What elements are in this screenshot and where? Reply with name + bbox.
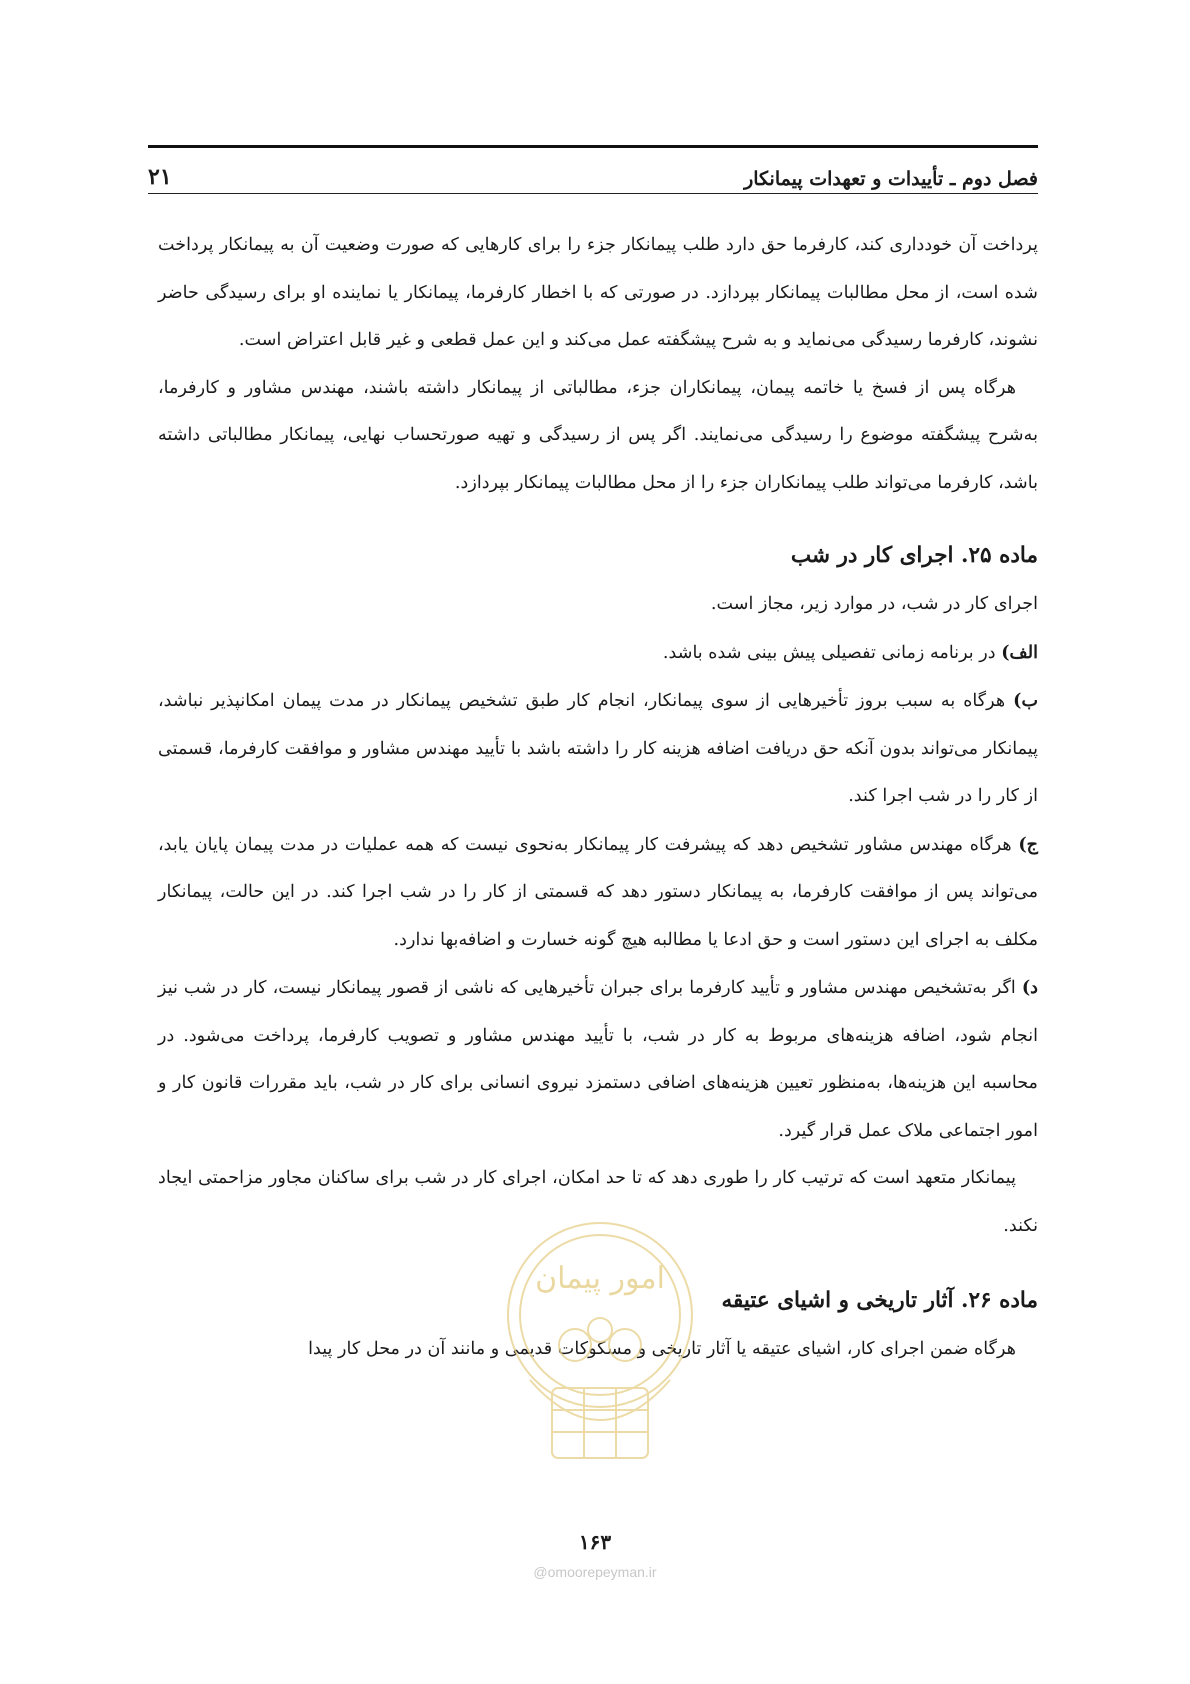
body-text: [158, 222, 1038, 1374]
paragraph: هرگاه پس از فسخ یا خاتمه پیمان، پیمانکاران جزء، مطالباتی از پیمانکار داشته باشند، مهندس مشاور و کارفرما، به‌شرح پیشگفته موضوع را رسیدگی می‌نمایند. اگر پس از رسیدگی و تهیه صورتحساب نهایی، پیمانکار مطالباتی داشته باشد، کارفرما می‌تواند طلب پیمانکاران جزء را از محل مطالبات پیمانکار بپردازد.: [158, 377, 1038, 493]
article-26-heading: ماده ۲۶. آثار تاریخی و اشیای عتیقه: [721, 1288, 1038, 1313]
header-rule-thin: [148, 193, 1038, 194]
running-header: [148, 150, 1038, 190]
list-item: [158, 629, 1038, 678]
article-25-heading: ماده ۲۵. اجرای کار در شب: [790, 543, 1038, 568]
list-item-text: هرگاه مهندس مشاور تشخیص دهد که پیشرفت کار پیمانکار به‌نحوی نیست که همه عملیات در مدت پیمان پایان یابد، می‌تواند پس از موافقت کارفرما، به پیمانکار دستور دهد که قسمتی از کار را در شب اجرا کند. در این حالت، پیمانکار مکلف به اجرای این دستور است و حق ادعا یا مطالبه هیچ گونه خسارت و اضافه‌بها ندارد.: [158, 834, 1038, 950]
list-item-label: د): [1021, 977, 1038, 998]
list-item-label: ج): [1018, 833, 1039, 855]
website-watermark: @omoorepeyman.ir: [533, 1564, 657, 1580]
header-rule-thick: [148, 145, 1038, 148]
article-25-closing: پیمانکار متعهد است که ترتیب کار را طوری دهد که تا حد امکان، اجرای کار در شب برای ساکنان مجاور مزاحمتی ایجاد نکند.: [158, 1168, 1038, 1236]
list-item-text: در برنامه زمانی تفصیلی پیش بینی شده باشد.: [662, 642, 996, 663]
article-25-intro: اجرای کار در شب، در موارد زیر، مجاز است.: [710, 594, 1038, 614]
list-item: [158, 821, 1038, 965]
list-item-text: اگر به‌تشخیص مهندس مشاور و تأیید کارفرما برای جبران تأخیرهایی که ناشی از قصور پیمانکار نیست، کار در شب نیز انجام شود، اضافه هزینه‌های مربوط به کار در شب، با تأیید مهندس مشاور و تصویب کارفرما، پرداخت می‌شود. در محاسبه این هزینه‌ها، به‌منظور تعیین هزینه‌های اضافی دستمزد نیروی انسانی برای کار در شب، باید مقررات قانون کار و امور اجتماعی ملاک عمل قرار گیرد.: [158, 978, 1038, 1141]
list-item-text: هرگاه به سبب بروز تأخیرهایی از سوی پیمانکار، انجام کار طبق تشخیص پیمانکار در مدت پیمان امکانپذیر نباشد، پیمانکار می‌تواند بدون آنکه حق دریافت اضافه هزینه کار را داشته باشد با تأیید مهندس مشاور و موافقت کارفرما، قسمتی از کار را در شب اجرا کند.: [158, 691, 1038, 806]
chapter-title: فصل دوم ـ تأییدات و تعهدات پیمانکار: [744, 168, 1038, 190]
list-item: [158, 964, 1038, 1155]
list-item: [158, 677, 1038, 821]
list-item-label: الف): [1001, 641, 1038, 663]
list-item-label: ب): [1013, 690, 1039, 711]
header-page-number: ۲۱: [148, 164, 172, 190]
article-26-text: هرگاه ضمن اجرای کار، اشیای عتیقه یا آثار تاریخی و مسکوکات قدیمی و مانند آن در محل کار پیدا: [308, 1339, 1016, 1359]
footer-page-number: ۱۶۳: [578, 1530, 612, 1554]
paragraph: پرداخت آن خودداری کند، کارفرما حق دارد طلب پیمانکار جزء را برای کارهایی که صورت وضعیت آن به پیمانکار پرداخت شده است، از محل مطالبات پیمانکار بپردازد. در صورتی که با اخطار کارفرما، پیمانکار یا نماینده او برای رسیدگی حاضر نشوند، کارفرما رسیدگی می‌نماید و به شرح پیشگفته عمل می‌کند و این عمل قطعی و غیر قابل اعتراض است.: [158, 235, 1038, 350]
watermark-logo-text: امور پیمان: [535, 1261, 665, 1296]
